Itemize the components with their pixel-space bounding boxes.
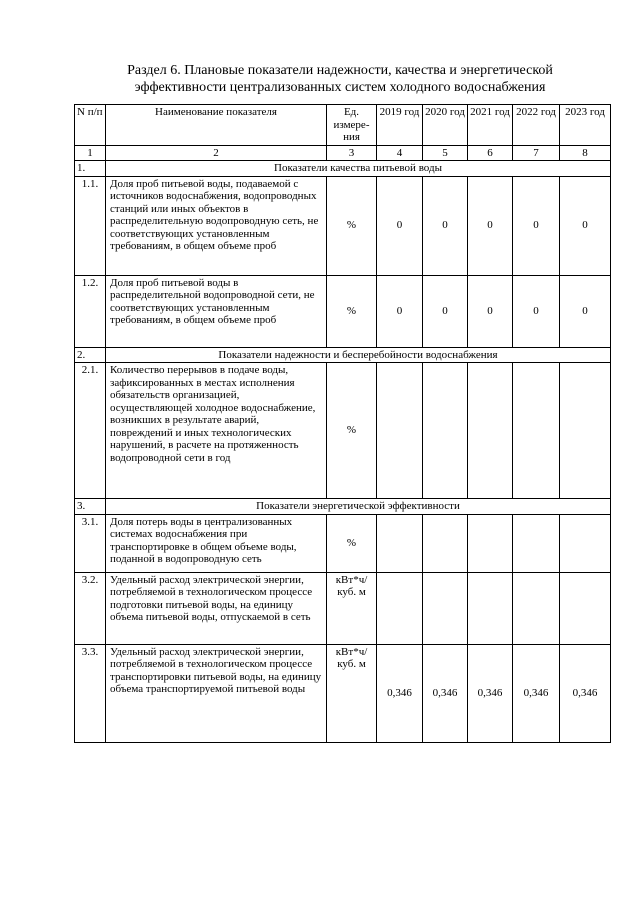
indicator-value: 0: [423, 176, 468, 275]
indicator-value: [513, 363, 560, 499]
indicator-number: 3.2.: [75, 572, 106, 644]
indicator-value: [560, 363, 611, 499]
section-title: Показатели качества питьевой воды: [106, 161, 611, 177]
indicator-number: 2.1.: [75, 363, 106, 499]
indicator-name: Удельный расход электрической энергии, потребляемой в технологическом процессе подготовки питьевой воды, на единицу объема питьевой воды, отпускаемой в сеть: [106, 572, 327, 644]
indicator-unit: %: [327, 176, 377, 275]
column-number: 1: [75, 145, 106, 161]
indicator-unit: %: [327, 363, 377, 499]
indicator-name: Удельный расход электрической энергии, потребляемой в технологическом процессе транспортировки питьевой воды, на единицу объема транспортируемой питьевой воды: [106, 644, 327, 742]
indicator-value: 0,346: [377, 644, 423, 742]
indicator-value: [423, 514, 468, 572]
indicator-name: Количество перерывов в подаче воды, зафиксированных в местах исполнения обязательств организацией, осуществляющей холодное водоснабжение, возникших в результате аварий, повреждений и иных технологических нарушений, в расчете на протяженность водопроводной сети в год: [106, 363, 327, 499]
indicator-number: 3.3.: [75, 644, 106, 742]
column-number-row: [75, 145, 611, 161]
indicator-value: [468, 514, 513, 572]
indicator-value: 0: [513, 275, 560, 347]
indicator-row: [75, 644, 611, 742]
section-row: [75, 347, 611, 363]
section-number: 3.: [75, 499, 106, 515]
indicator-value: 0: [377, 176, 423, 275]
indicator-value: 0,346: [468, 644, 513, 742]
header-year: 2019 год: [377, 105, 423, 146]
indicator-value: 0: [513, 176, 560, 275]
indicator-row: [75, 363, 611, 499]
section-title: Показатели энергетической эффективности: [106, 499, 611, 515]
section-row: [75, 161, 611, 177]
indicator-number: 1.1.: [75, 176, 106, 275]
title-line-2: эффективности централизованных систем холодного водоснабжения: [134, 80, 546, 95]
indicator-value: [423, 363, 468, 499]
indicator-value: 0,346: [423, 644, 468, 742]
column-number: 7: [513, 145, 560, 161]
indicator-unit: %: [327, 275, 377, 347]
indicator-name: Доля проб питьевой воды в распределительной водопроводной сети, не соответствующих установленным требованиям, в общем объеме проб: [106, 275, 327, 347]
indicator-value: [468, 572, 513, 644]
indicator-row: [75, 176, 611, 275]
indicator-value: [377, 514, 423, 572]
indicator-row: [75, 514, 611, 572]
column-number: 2: [106, 145, 327, 161]
column-number: 6: [468, 145, 513, 161]
indicator-value: [377, 572, 423, 644]
section-title: Показатели надежности и бесперебойности водоснабжения: [106, 347, 611, 363]
header-unit: Ед. измере-ния: [327, 105, 377, 146]
column-number: 3: [327, 145, 377, 161]
indicator-value: 0: [377, 275, 423, 347]
title-line-1: Раздел 6. Плановые показатели надежности, качества и энергетической: [127, 63, 553, 78]
header-num: N п/п: [75, 105, 106, 146]
indicator-row: [75, 275, 611, 347]
indicator-name: Доля потерь воды в централизованных системах водоснабжения при транспортировке в общем объеме воды, поданной в водопроводную сеть: [106, 514, 327, 572]
indicator-value: [513, 572, 560, 644]
indicator-value: 0: [468, 176, 513, 275]
header-year: 2020 год: [423, 105, 468, 146]
header-year: 2023 год: [560, 105, 611, 146]
document-title: [60, 62, 620, 96]
header-row: [75, 105, 611, 146]
column-number: 8: [560, 145, 611, 161]
indicator-number: 3.1.: [75, 514, 106, 572]
indicator-value: [423, 572, 468, 644]
section-number: 2.: [75, 347, 106, 363]
indicator-value: 0: [423, 275, 468, 347]
indicator-unit: кВт*ч/куб. м: [327, 572, 377, 644]
indicator-value: [560, 514, 611, 572]
section-row: [75, 499, 611, 515]
indicator-value: [513, 514, 560, 572]
indicator-unit: %: [327, 514, 377, 572]
indicator-row: [75, 572, 611, 644]
indicator-unit: кВт*ч/куб. м: [327, 644, 377, 742]
indicator-value: 0,346: [513, 644, 560, 742]
header-year: 2022 год: [513, 105, 560, 146]
header-name: Наименование показателя: [106, 105, 327, 146]
column-number: 4: [377, 145, 423, 161]
indicator-number: 1.2.: [75, 275, 106, 347]
header-year: 2021 год: [468, 105, 513, 146]
indicator-value: 0: [468, 275, 513, 347]
section-number: 1.: [75, 161, 106, 177]
indicator-value: [377, 363, 423, 499]
column-number: 5: [423, 145, 468, 161]
indicator-value: [468, 363, 513, 499]
indicator-value: [560, 572, 611, 644]
indicator-value: 0,346: [560, 644, 611, 742]
indicator-value: 0: [560, 176, 611, 275]
indicator-value: 0: [560, 275, 611, 347]
indicator-name: Доля проб питьевой воды, подаваемой с источников водоснабжения, водопроводных станций или иных объектов в распределительную водопроводную сеть, не соответствующих установленным требованиям, в общем объеме проб: [106, 176, 327, 275]
indicators-table: [74, 104, 611, 743]
